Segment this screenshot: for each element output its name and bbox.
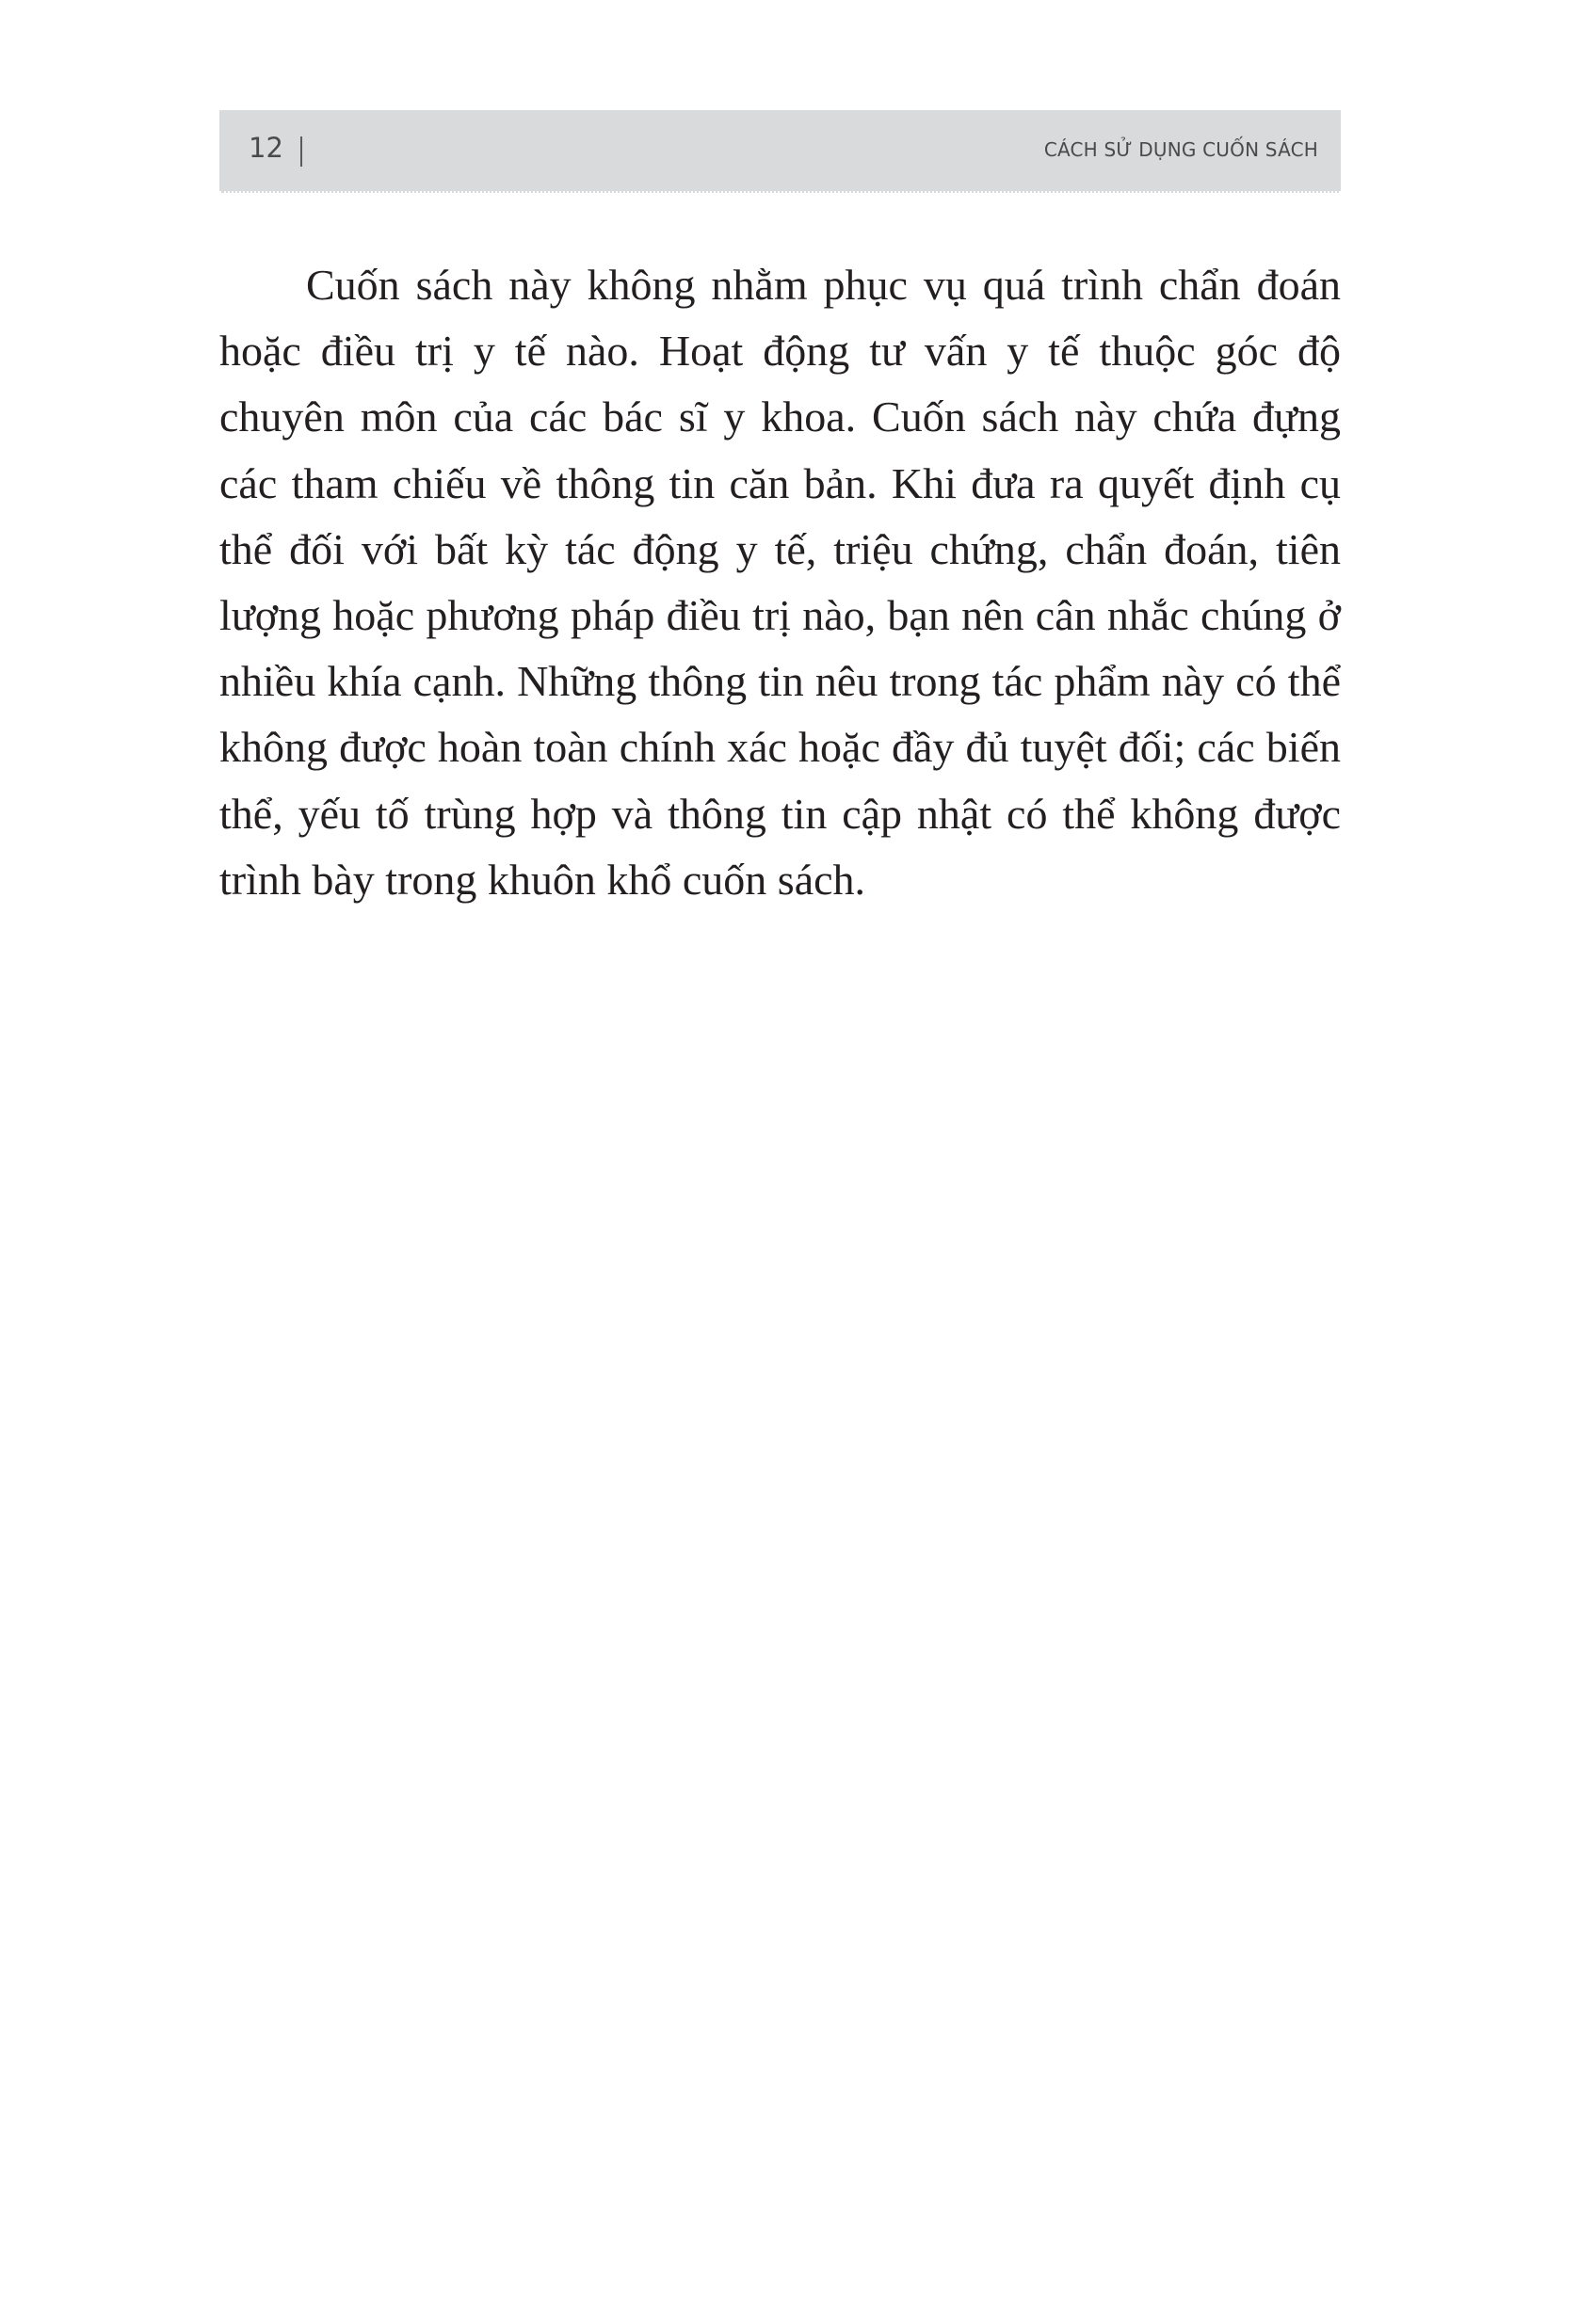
page-header — [219, 110, 1341, 193]
header-divider — [300, 136, 302, 167]
body-paragraph: Cuốn sách này không nhằm phục vụ quá trình chẩn đoán hoặc điều trị y tế nào. Hoạt động tư vấn y tế thuộc góc độ chuyên môn của các bác sĩ y khoa. Cuốn sách này chứa đựng các tham chiếu về thông tin căn bản. Khi đưa ra quyết định cụ thể đối với bất kỳ tác động y tế, triệu chứng, chẩn đoán, tiên lượng hoặc phương pháp điều trị nào, bạn nên cân nhắc chúng ở nhiều khía cạnh. Những thông tin nêu trong tác phẩm này có thể không được hoàn toàn chính xác hoặc đầy đủ tuyệt đối; các biến thể, yếu tố trùng hợp và thông tin cập nhật có thể không được trình bày trong khuôn khổ cuốn sách. — [219, 261, 1341, 904]
page-number: 12 — [249, 132, 283, 164]
running-head: CÁCH SỬ DỤNG CUỐN SÁCH — [1043, 138, 1318, 161]
